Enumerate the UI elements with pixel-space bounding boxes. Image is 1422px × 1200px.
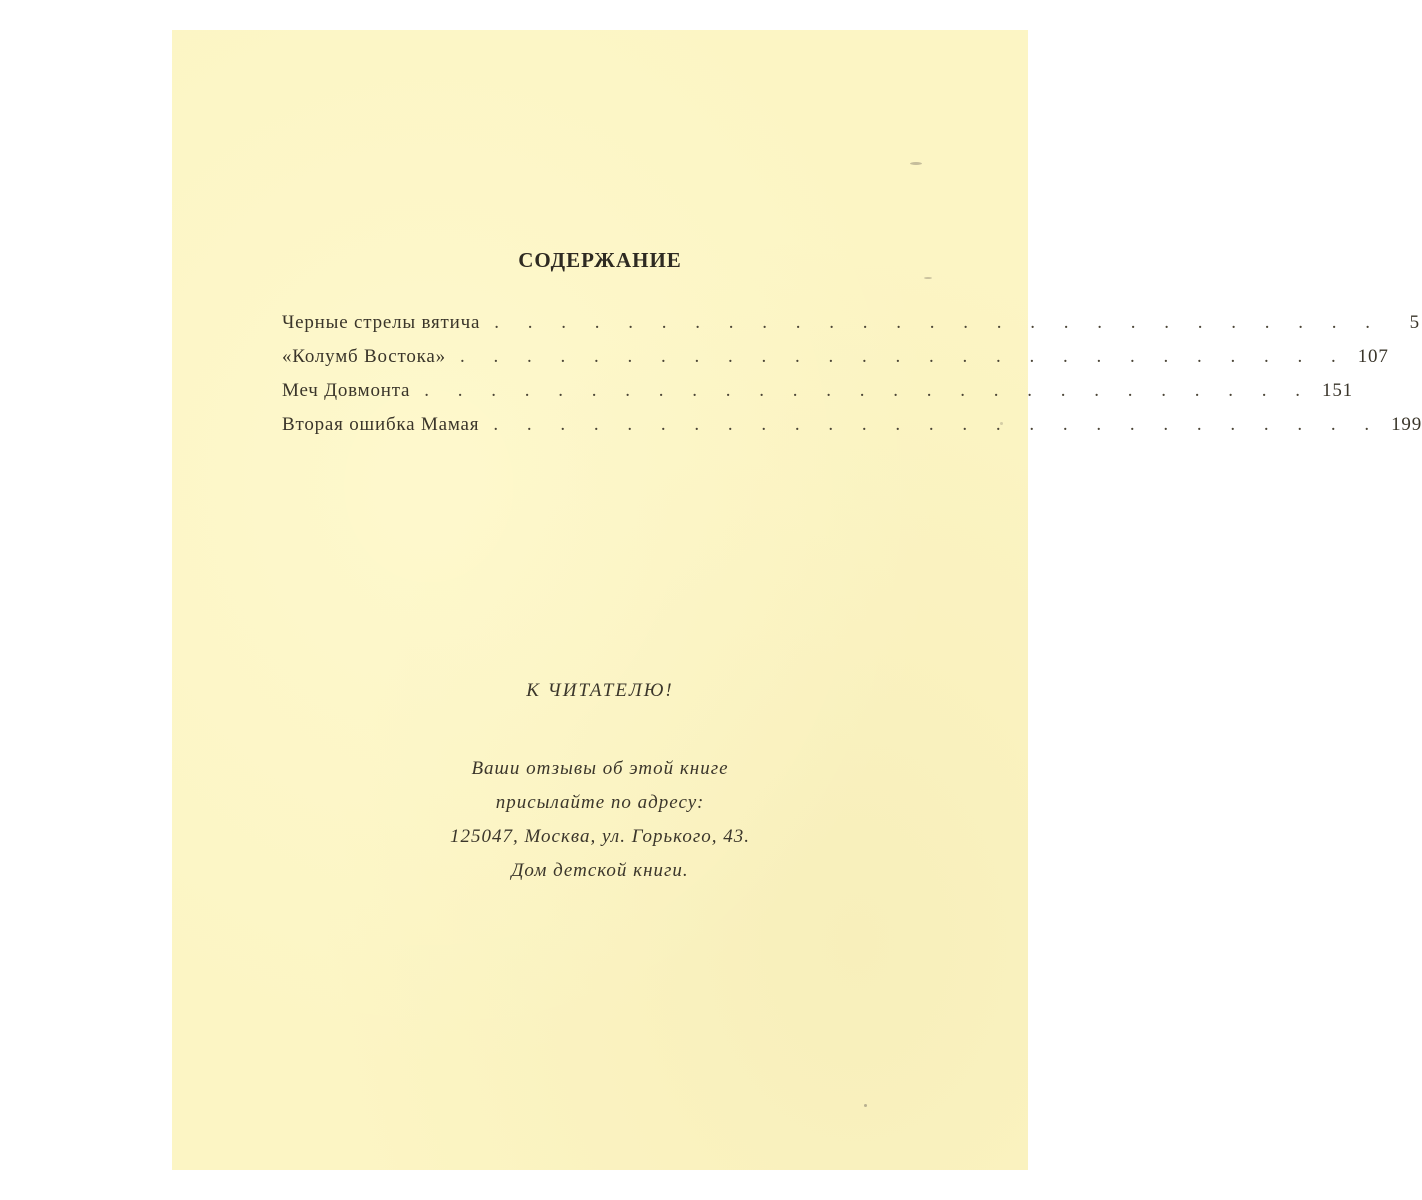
reader-note-line: Дом детской книги. bbox=[511, 860, 689, 881]
paper-speck bbox=[864, 1104, 867, 1107]
reader-note-heading: К ЧИТАТЕЛЮ! bbox=[526, 680, 674, 701]
toc-entry bbox=[282, 414, 1422, 448]
toc-entry-page: 5 bbox=[1409, 312, 1420, 333]
contents-heading: СОДЕРЖАНИЕ bbox=[518, 248, 682, 272]
paper-speck bbox=[910, 162, 922, 165]
reader-note-body bbox=[172, 752, 1028, 888]
reader-note-line: присылайте по адресу: bbox=[495, 792, 705, 813]
dot-leader: . . . . . . . . . . . . . . . . . . . . . . . . . . . bbox=[424, 380, 1313, 401]
paper-speck bbox=[924, 277, 932, 279]
dot-leader: . . . . . . . . . . . . . . . . . . . . . . . . . . . bbox=[459, 346, 1348, 367]
toc-entry bbox=[282, 380, 1353, 414]
reader-note-line: 125047, Москва, ул. Горького, 43. bbox=[449, 826, 750, 847]
toc-entry-title: Черные стрелы вятича bbox=[282, 312, 481, 333]
toc-entry-title: «Колумб Востока» bbox=[282, 346, 446, 367]
toc-entry-page: 199 bbox=[1391, 414, 1422, 435]
toc-entry bbox=[282, 346, 1389, 380]
toc-entry-page: 151 bbox=[1322, 380, 1353, 401]
toc-entry-title: Вторая ошибка Мамая bbox=[282, 414, 480, 435]
toc-entry bbox=[282, 312, 1420, 346]
dot-leader: . . . . . . . . . . . . . . . . . . . . . . . . . . . bbox=[493, 414, 1382, 435]
toc-entry-title: Меч Довмонта bbox=[282, 380, 411, 401]
table-of-contents bbox=[282, 312, 1422, 448]
toc-entry-page: 107 bbox=[1357, 346, 1389, 367]
paper-speck bbox=[1000, 422, 1003, 425]
book-page bbox=[172, 30, 1422, 1170]
reader-note-line: Ваши отзывы об этой книге bbox=[471, 758, 729, 779]
dot-leader: . . . . . . . . . . . . . . . . . . . . . . . . . . . bbox=[494, 312, 1382, 333]
